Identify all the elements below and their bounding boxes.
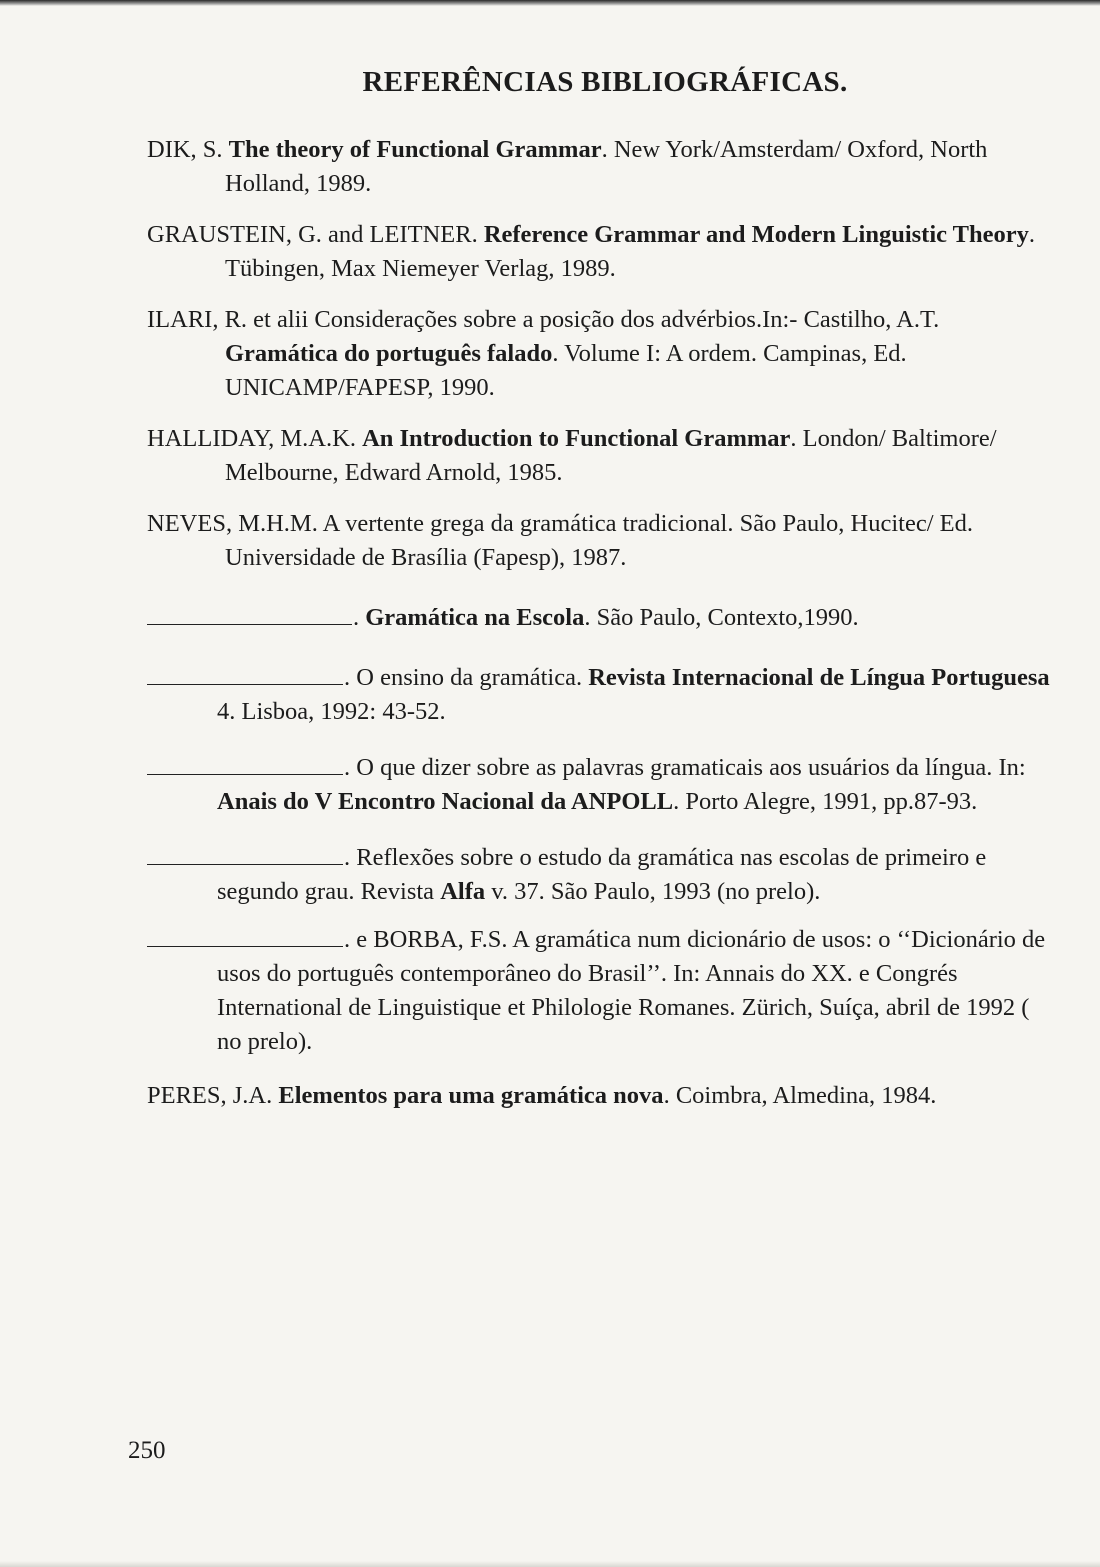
reference-details: A vertente grega da gramática tradicional. São Paulo, Hucitec/ Ed. Universidade de Brasília (Fapesp), 1987. (225, 510, 973, 571)
reference-author: NEVES, M.H.M. (147, 510, 323, 537)
author-repeat-line (147, 926, 343, 947)
page-title: REFERÊNCIAS BIBLIOGRÁFICAS. (362, 66, 848, 98)
author-repeat-line (147, 664, 343, 685)
reference-title: Revista Internacional de Língua Portuguesa (588, 664, 1050, 691)
reference-title: Anais do V Encontro Nacional da ANPOLL (217, 788, 674, 815)
reference-details: . Coimbra, Almedina, 1984. (663, 1082, 937, 1109)
reference-entry (147, 751, 1053, 819)
reference-author: GRAUSTEIN, G. and LEITNER. (147, 221, 484, 248)
reference-entry (147, 923, 1053, 1059)
reference-details: . London/ Baltimore/ Melbourne, Edward Arnold, 1985. (225, 425, 997, 486)
page-bottom-edge (0, 1561, 1100, 1567)
reference-entry (147, 218, 1053, 286)
reference-title: Gramática do português falado (225, 340, 553, 367)
page-top-edge (0, 0, 1100, 6)
reference-lead: . O que dizer sobre as palavras gramaticais aos usuários da língua. In: (344, 754, 1026, 781)
reference-details: . Tübingen, Max Niemeyer Verlag, 1989. (225, 221, 1036, 282)
reference-author: PERES, J.A. (147, 1082, 279, 1109)
reference-title: Alfa (440, 878, 486, 905)
reference-title: An Introduction to Functional Grammar (362, 425, 791, 452)
reference-entry (147, 303, 1053, 405)
reference-entry (147, 841, 1053, 909)
reference-entry (147, 507, 1053, 575)
reference-entry (147, 422, 1053, 490)
reference-details: . New York/Amsterdam/ Oxford, North Holland, 1989. (225, 136, 988, 197)
reference-lead: . e BORBA, F.S. A gramática num dicionário de usos: o ‘‘Dicionário de usos do português contemporâneo do Brasil’’. In: Annais do XX. e Congrés International de Linguistique et Philologie Romanes. Zürich, Suíça, abril de 1992 ( no prelo). (217, 926, 1046, 1055)
reference-author: ILARI, R. et alii Considerações sobre a posição dos advérbios.In:- Castilho, A.T. (147, 306, 940, 333)
author-repeat-line (147, 604, 352, 625)
reference-author: DIK, S. (147, 136, 229, 163)
author-repeat-line (147, 754, 343, 775)
reference-entry (147, 133, 1053, 201)
reference-details: . Porto Alegre, 1991, pp.87-93. (673, 788, 978, 815)
reference-title: Elementos para uma gramática nova (278, 1082, 664, 1109)
reference-details: v. 37. São Paulo, 1993 (no prelo). (485, 878, 821, 905)
page-number: 250 (128, 1437, 166, 1464)
reference-details: . São Paulo, Contexto,1990. (584, 604, 859, 631)
reference-title: Gramática na Escola (365, 604, 585, 631)
reference-entry (147, 601, 1053, 635)
reference-entry (147, 661, 1053, 729)
reference-details: 4. Lisboa, 1992: 43-52. (217, 698, 446, 725)
reference-title: The theory of Functional Grammar (228, 136, 602, 163)
reference-lead: . Reflexões sobre o estudo da gramática nas escolas de primeiro e segundo grau. Revista (217, 844, 987, 905)
reference-entry (147, 1079, 1053, 1113)
author-repeat-line (147, 844, 343, 865)
reference-lead: . O ensino da gramática. (344, 664, 589, 691)
reference-list (147, 133, 1053, 1130)
reference-title: Reference Grammar and Modern Linguistic Theory (483, 221, 1029, 248)
reference-lead: . (353, 604, 366, 631)
reference-details: . Volume I: A ordem. Campinas, Ed. UNICAMP/FAPESP, 1990. (225, 340, 907, 401)
reference-author: HALLIDAY, M.A.K. (147, 425, 363, 452)
